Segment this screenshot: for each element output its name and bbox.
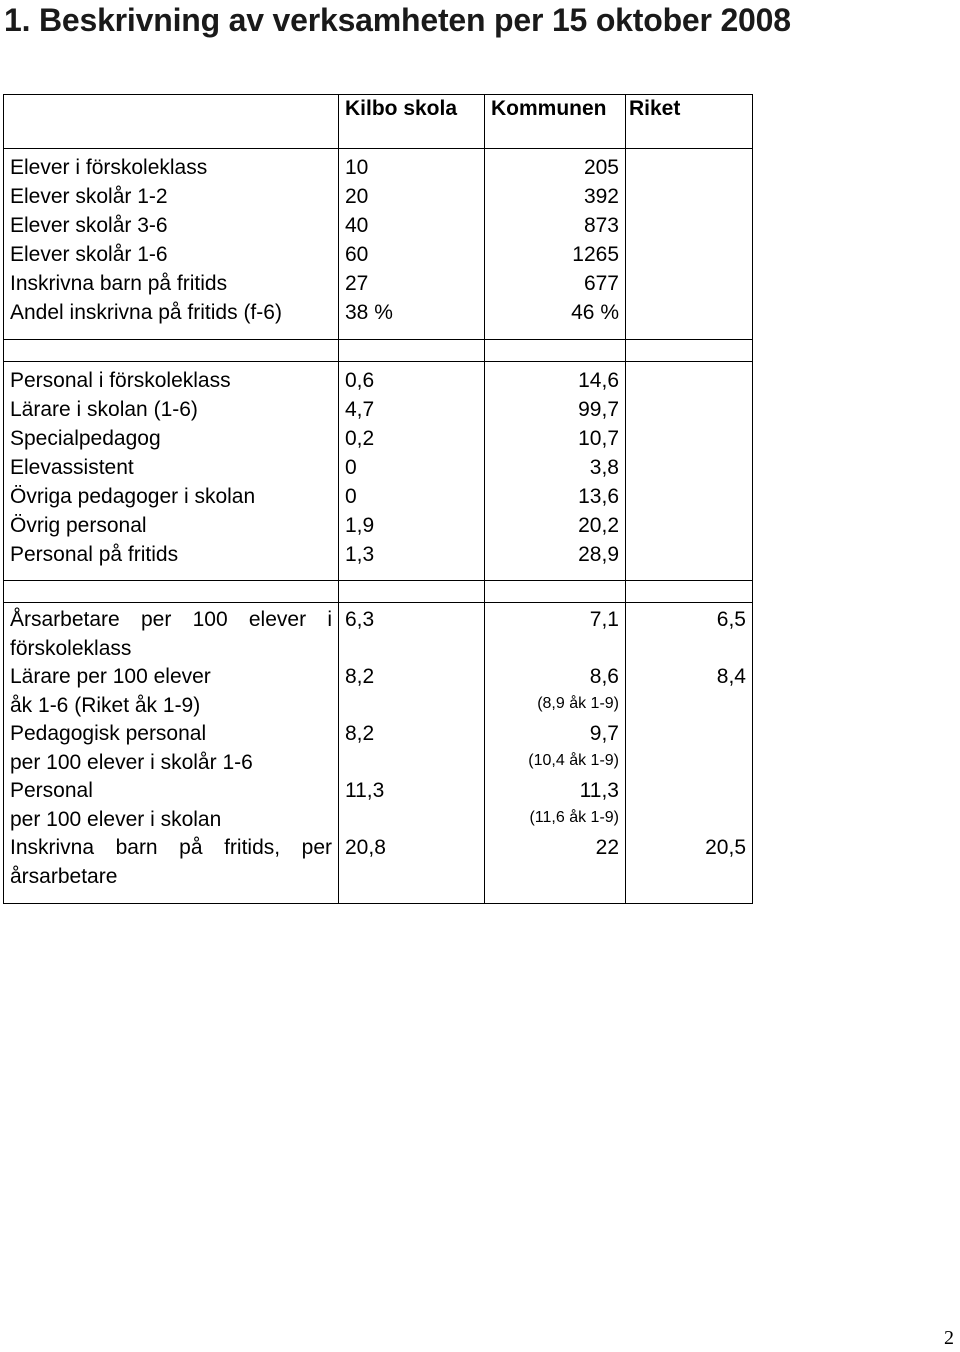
section-ratios [4,603,753,904]
riket-value [626,719,746,748]
kommunen-value: 205 [583,156,619,179]
row-label: Andel inskrivna på fritids (f-6) [10,301,282,324]
kilbo-value: 1,3 [345,543,375,566]
kilbo-value: 40 [345,214,369,237]
kommunen-value: 46 % [571,301,619,324]
kommunen-note: (11,6 åk 1-9) [529,809,619,826]
students-riket [626,149,753,340]
students-kommunen [485,149,626,340]
ratios-riket [626,603,753,904]
row-label: Övrig personal [10,514,147,537]
table-header-row [4,95,753,149]
staff-labels [4,362,339,581]
row-label: Elevassistent [10,456,134,479]
students-kilbo [339,149,485,340]
kilbo-value: 38 % [345,301,393,324]
riket-value [626,776,746,805]
header-cell-riket: Riket [626,95,753,149]
ratio-label: Lärare per 100 elever åk 1-6 (Riket åk 1-9) [10,665,211,717]
ratios-kommunen [485,603,626,904]
kommunen-value: 28,9 [578,543,619,566]
kommunen-value: 22 [595,836,619,859]
kilbo-value: 8,2 [345,722,375,745]
riket-value: 6,5 [716,608,746,631]
spacer-row [4,581,753,603]
kommunen-value: 10,7 [578,427,619,450]
staff-riket [626,362,753,581]
kommunen-value: 8,6 [589,665,619,688]
kommunen-value: 677 [583,272,619,295]
kilbo-value: 6,3 [345,608,375,631]
section-students [4,149,753,340]
kommunen-value: 99,7 [578,398,619,421]
row-label: Övriga pedagoger i skolan [10,485,256,508]
kilbo-value: 11,3 [345,779,385,802]
row-label: Specialpedagog [10,427,161,450]
ratio-label: Inskrivna barn på fritids, per årsarbetare [10,836,332,888]
kommunen-value: 13,6 [578,485,619,508]
students-labels [4,149,339,340]
kilbo-value: 8,2 [345,665,375,688]
ratios-kilbo [339,603,485,904]
kilbo-value: 0,6 [345,369,375,392]
statistics-table [3,94,753,904]
header-cell-kilbo: Kilbo skola [339,95,485,149]
row-label: Inskrivna barn på fritids [10,272,228,295]
row-label: Lärare i skolan (1-6) [10,398,198,421]
kilbo-value: 4,7 [345,398,375,421]
kilbo-value: 0 [345,485,357,508]
ratio-label: Årsarbetare per 100 elever i förskoleklass [10,608,332,660]
kommunen-value: 20,2 [578,514,619,537]
kommunen-note: (8,9 åk 1-9) [537,695,619,712]
header-cell-label [4,95,339,149]
kilbo-value: 0 [345,456,357,479]
row-label: Elever skolår 1-6 [10,243,168,266]
kilbo-value: 27 [345,272,369,295]
header-cell-kommunen: Kommunen [485,95,626,149]
kommunen-value: 11,3 [579,779,619,802]
row-label: Elever skolår 1-2 [10,185,168,208]
kommunen-value: 3,8 [589,456,619,479]
kilbo-value: 20,8 [345,836,386,859]
riket-value: 8,4 [716,665,746,688]
page-title: 1. Beskrivning av verksamheten per 15 oktober 2008 [4,2,791,38]
kommunen-value: 9,7 [589,722,619,745]
row-label: Personal i förskoleklass [10,369,231,392]
kilbo-value: 20 [345,185,369,208]
staff-kilbo [339,362,485,581]
kommunen-value: 7,1 [589,608,619,631]
kommunen-value: 392 [583,185,619,208]
kommunen-value: 14,6 [578,369,619,392]
row-label: Elever i förskoleklass [10,156,208,179]
row-label: Elever skolår 3-6 [10,214,168,237]
kilbo-value: 10 [345,156,369,179]
riket-value: 20,5 [705,836,746,859]
kilbo-value: 1,9 [345,514,375,537]
ratio-label: Personal per 100 elever i skolan [10,779,222,831]
ratio-label: Pedagogisk personal per 100 elever i skolår 1-6 [10,722,253,774]
section-staff [4,362,753,581]
kilbo-value: 60 [345,243,369,266]
row-label: Personal på fritids [10,543,179,566]
kilbo-value: 0,2 [345,427,375,450]
spacer-row [4,340,753,362]
staff-kommunen [485,362,626,581]
page-number: 2 [944,1327,954,1349]
kommunen-value: 1265 [572,243,619,266]
kommunen-value: 873 [583,214,619,237]
kommunen-note: (10,4 åk 1-9) [528,752,619,769]
ratios-labels [4,603,339,904]
